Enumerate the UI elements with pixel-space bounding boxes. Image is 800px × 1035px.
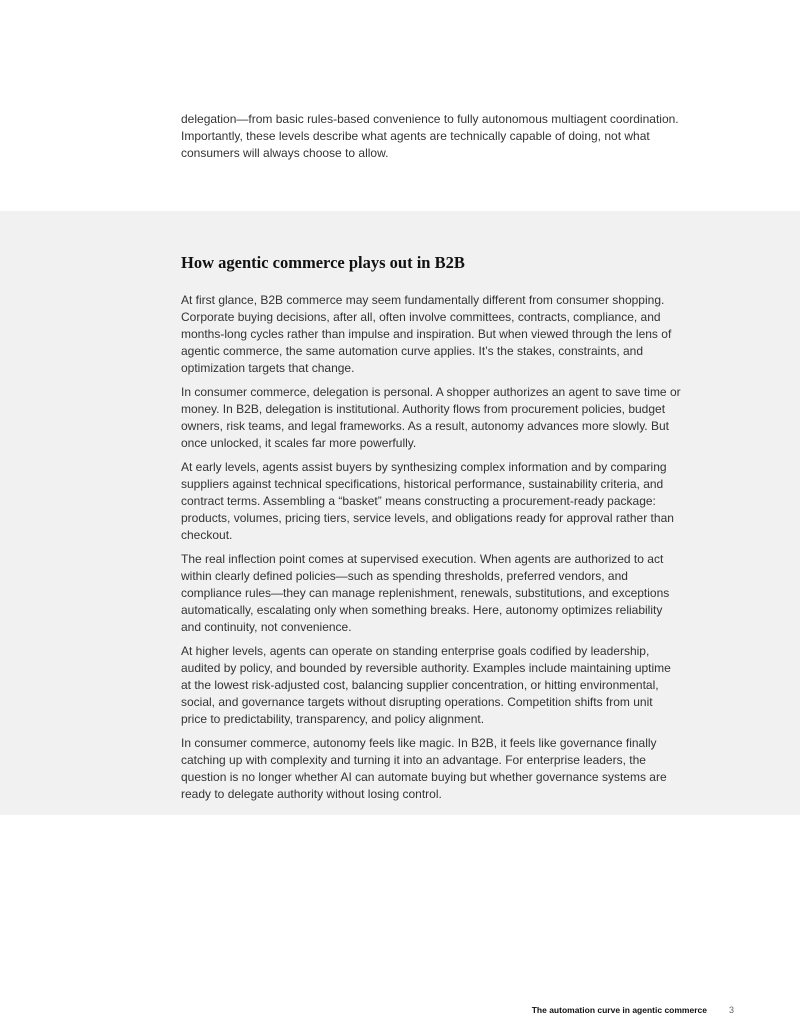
body-paragraph-5: At higher levels, agents can operate on standing enterprise goals codified by leadership, audited by policy, and bounded by reversible authority. Examples include maintaining uptime at the lowest risk-adjusted cost, balancing supplier concentration, or hitting environmental, social, and governance targets without disrupting operations. Competition shifts from unit price to predictability, transparency, and policy alignment. (181, 644, 671, 726)
body-paragraph-2: In consumer commerce, delegation is personal. A shopper authorizes an agent to save time or money. In B2B, delegation is institutional. Authority flows from procurement policies, budget owners, risk teams, and legal frameworks. As a result, autonomy advances more slowly. But once unlocked, it scales far more powerfully. (181, 385, 681, 450)
page-number: 3 (728, 1005, 734, 1015)
b2b-section-panel (0, 211, 800, 815)
section-heading: How agentic commerce plays out in B2B (181, 253, 465, 272)
intro-paragraph: delegation—from basic rules-based convenience to fully autonomous multiagent coordination. Importantly, these levels describe what agents are technically capable of doing, not what consumers will always choose to allow. (181, 112, 679, 160)
page-footer (532, 1004, 734, 1016)
footer-title: The automation curve in agentic commerce (531, 1005, 707, 1015)
b2b-section-content (181, 253, 681, 810)
body-paragraph-1: At first glance, B2B commerce may seem fundamentally different from consumer shopping. Corporate buying decisions, after all, often involve committees, contracts, compliance, and months-long cycles rather than impulse and inspiration. But when viewed through the lens of agentic commerce, the same automation curve applies. It’s the stakes, constraints, and optimization targets that change. (181, 293, 672, 375)
body-paragraph-6: In consumer commerce, autonomy feels like magic. In B2B, it feels like governance finally catching up with complexity and turning it into an advantage. For enterprise leaders, the question is no longer whether AI can automate buying but whether governance systems are ready to delegate authority without losing control. (181, 736, 667, 801)
body-paragraph-3: At early levels, agents assist buyers by synthesizing complex information and by comparing suppliers against technical specifications, historical performance, sustainability criteria, and contract terms. Assembling a “basket” means constructing a procurement-ready package: products, volumes, pricing tiers, service levels, and obligations ready for approval rather than checkout. (181, 460, 674, 542)
body-paragraph-4: The real inflection point comes at supervised execution. When agents are authorized to act within clearly defined policies—such as spending thresholds, preferred vendors, and compliance rules—they can manage replenishment, renewals, substitutions, and exceptions automatically, escalating only when something breaks. Here, autonomy optimizes reliability and continuity, not convenience. (181, 552, 670, 634)
